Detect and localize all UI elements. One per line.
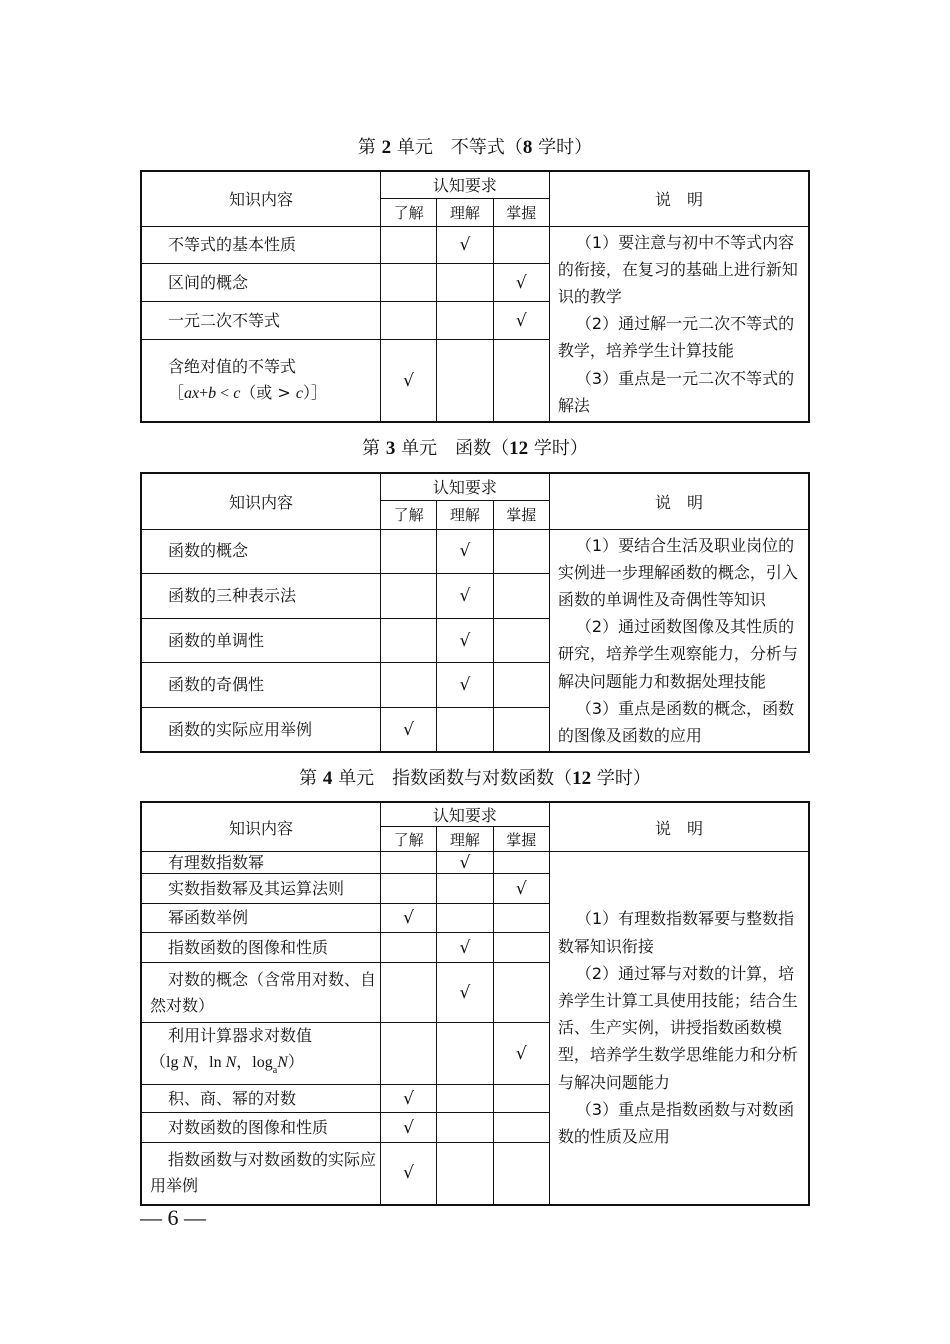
knowledge-cell: 幂函数举例 bbox=[141, 904, 380, 933]
check-cell bbox=[380, 852, 436, 874]
check-cell bbox=[437, 1085, 493, 1113]
check-cell bbox=[437, 1143, 493, 1205]
knowledge-cell: 有理数指数幂 bbox=[141, 852, 380, 874]
check-cell bbox=[437, 264, 493, 302]
note-item: （1）有理数指数幂要与整数指数幂知识衔接 bbox=[557, 909, 795, 956]
check-cell bbox=[437, 1113, 493, 1143]
header-cognitive: 认知要求 bbox=[380, 802, 549, 827]
check-cell: √ bbox=[380, 1143, 436, 1205]
notes-cell bbox=[549, 529, 809, 752]
check-cell bbox=[437, 340, 493, 422]
note-item: （2）通过函数图像及其性质的研究，培养学生观察能力，分析与解决问题能力和数据处理技能 bbox=[557, 617, 798, 691]
knowledge-cell: 函数的三种表示法 bbox=[141, 574, 380, 619]
check-cell bbox=[437, 708, 493, 753]
table-row bbox=[141, 529, 809, 574]
check-cell bbox=[380, 874, 436, 904]
note-item: （2）通过解一元二次不等式的教学，培养学生计算技能 bbox=[557, 314, 795, 361]
check-cell bbox=[493, 1085, 549, 1113]
check-cell bbox=[437, 904, 493, 933]
page-number: — 6 — bbox=[140, 1205, 206, 1230]
note-item: （3）重点是一元二次不等式的解法 bbox=[557, 368, 795, 415]
knowledge-cell: 实数指数幂及其运算法则 bbox=[141, 874, 380, 904]
check-cell bbox=[380, 933, 436, 963]
check-cell: √ bbox=[437, 529, 493, 574]
check-cell bbox=[493, 963, 549, 1023]
check-cell bbox=[380, 264, 436, 302]
note-item: （2）通过幂与对数的计算，培养学生计算工具使用技能；结合生活、生产实例，讲授指数函数模型，培养学生数学思维能力和分析与解决问题能力 bbox=[557, 963, 798, 1092]
unit4-table bbox=[140, 801, 810, 1206]
check-cell bbox=[437, 874, 493, 904]
unit2-table bbox=[140, 170, 810, 423]
header-understand2: 理解 bbox=[437, 500, 493, 529]
check-cell bbox=[437, 302, 493, 340]
knowledge-cell: 积、商、幂的对数 bbox=[141, 1085, 380, 1113]
knowledge-cell: 对数的概念（含常用对数、自然对数） bbox=[141, 963, 380, 1023]
header-knowledge: 知识内容 bbox=[141, 171, 380, 226]
check-cell: √ bbox=[437, 663, 493, 708]
header-knowledge: 知识内容 bbox=[141, 802, 380, 852]
note-item: （1）要注意与初中不等式内容的衔接，在复习的基础上进行新知识的教学 bbox=[557, 232, 798, 306]
check-cell: √ bbox=[437, 618, 493, 663]
check-cell bbox=[493, 529, 549, 574]
check-cell: √ bbox=[380, 340, 436, 422]
note-item: （3）重点是指数函数与对数函数的性质及应用 bbox=[557, 1099, 795, 1146]
header-master: 掌握 bbox=[493, 827, 549, 852]
header-understand2: 理解 bbox=[437, 198, 493, 226]
check-cell: √ bbox=[380, 1085, 436, 1113]
check-cell bbox=[493, 933, 549, 963]
inequality-formula: ［ax+b < c（或 > c）］ bbox=[168, 383, 328, 403]
note-item: （1）要结合生活及职业岗位的实例进一步理解函数的概念，引入函数的单调性及奇偶性等知识 bbox=[557, 535, 798, 609]
check-cell bbox=[493, 1143, 549, 1205]
knowledge-cell: 不等式的基本性质 bbox=[141, 226, 380, 264]
header-knowledge: 知识内容 bbox=[141, 473, 380, 529]
check-cell bbox=[380, 1023, 436, 1085]
header-master: 掌握 bbox=[493, 198, 549, 226]
knowledge-cell: 函数的单调性 bbox=[141, 618, 380, 663]
header-notes: 说 明 bbox=[549, 802, 809, 852]
header-cognitive: 认知要求 bbox=[380, 171, 549, 198]
knowledge-cell: 函数的奇偶性 bbox=[141, 663, 380, 708]
knowledge-cell: 一元二次不等式 bbox=[141, 302, 380, 340]
unit3-title: 第 3 单元 函数（12 学时） bbox=[362, 438, 588, 459]
check-cell: √ bbox=[380, 904, 436, 933]
check-cell bbox=[493, 618, 549, 663]
notes-cell bbox=[549, 852, 809, 1205]
header-understand1: 了解 bbox=[380, 198, 436, 226]
header-cognitive: 认知要求 bbox=[380, 473, 549, 500]
header-understand2: 理解 bbox=[437, 827, 493, 852]
unit3-table bbox=[140, 472, 810, 753]
check-cell bbox=[493, 574, 549, 619]
knowledge-cell: 指数函数的图像和性质 bbox=[141, 933, 380, 963]
check-cell: √ bbox=[437, 963, 493, 1023]
check-cell: √ bbox=[437, 574, 493, 619]
knowledge-cell: 利用计算器求对数值 （lg N，ln N，$\log_aN$） bbox=[141, 1023, 380, 1085]
log-formula: （lg N，ln N，$\log_aN$） bbox=[150, 1052, 304, 1076]
header-master: 掌握 bbox=[493, 500, 549, 529]
check-cell bbox=[380, 226, 436, 264]
check-cell bbox=[493, 663, 549, 708]
check-cell bbox=[493, 1113, 549, 1143]
check-cell: √ bbox=[437, 226, 493, 264]
check-cell bbox=[493, 904, 549, 933]
unit2-title: 第 2 单元 不等式（8 学时） bbox=[357, 137, 593, 158]
header-understand1: 了解 bbox=[380, 827, 436, 852]
check-cell: √ bbox=[493, 264, 549, 302]
check-cell bbox=[493, 226, 549, 264]
table-row bbox=[141, 226, 809, 264]
check-cell: √ bbox=[437, 852, 493, 874]
check-cell: √ bbox=[437, 933, 493, 963]
check-cell bbox=[493, 852, 549, 874]
knowledge-cell: 含绝对值的不等式 ［ax+b < c（或 > c）］ bbox=[141, 340, 380, 422]
check-cell bbox=[380, 574, 436, 619]
header-understand1: 了解 bbox=[380, 500, 436, 529]
check-cell bbox=[380, 529, 436, 574]
check-cell: √ bbox=[493, 1023, 549, 1085]
check-cell bbox=[493, 708, 549, 753]
check-cell: √ bbox=[380, 1113, 436, 1143]
knowledge-cell: 函数的概念 bbox=[141, 529, 380, 574]
check-cell bbox=[380, 663, 436, 708]
check-cell: √ bbox=[493, 302, 549, 340]
unit4-title: 第 4 单元 指数函数与对数函数（12 学时） bbox=[299, 768, 651, 789]
check-cell bbox=[437, 1023, 493, 1085]
notes-cell bbox=[549, 226, 809, 422]
check-cell bbox=[380, 302, 436, 340]
header-notes: 说 明 bbox=[549, 171, 809, 226]
table-row bbox=[141, 852, 809, 874]
check-cell bbox=[380, 963, 436, 1023]
header-notes: 说 明 bbox=[549, 473, 809, 529]
knowledge-cell: 函数的实际应用举例 bbox=[141, 708, 380, 753]
knowledge-cell: 对数函数的图像和性质 bbox=[141, 1113, 380, 1143]
check-cell bbox=[380, 618, 436, 663]
note-item: （3）重点是函数的概念，函数的图像及函数的应用 bbox=[557, 698, 795, 745]
check-cell: √ bbox=[493, 874, 549, 904]
check-cell: √ bbox=[380, 708, 436, 753]
check-cell bbox=[493, 340, 549, 422]
knowledge-cell: 区间的概念 bbox=[141, 264, 380, 302]
knowledge-cell: 指数函数与对数函数的实际应用举例 bbox=[141, 1143, 380, 1205]
